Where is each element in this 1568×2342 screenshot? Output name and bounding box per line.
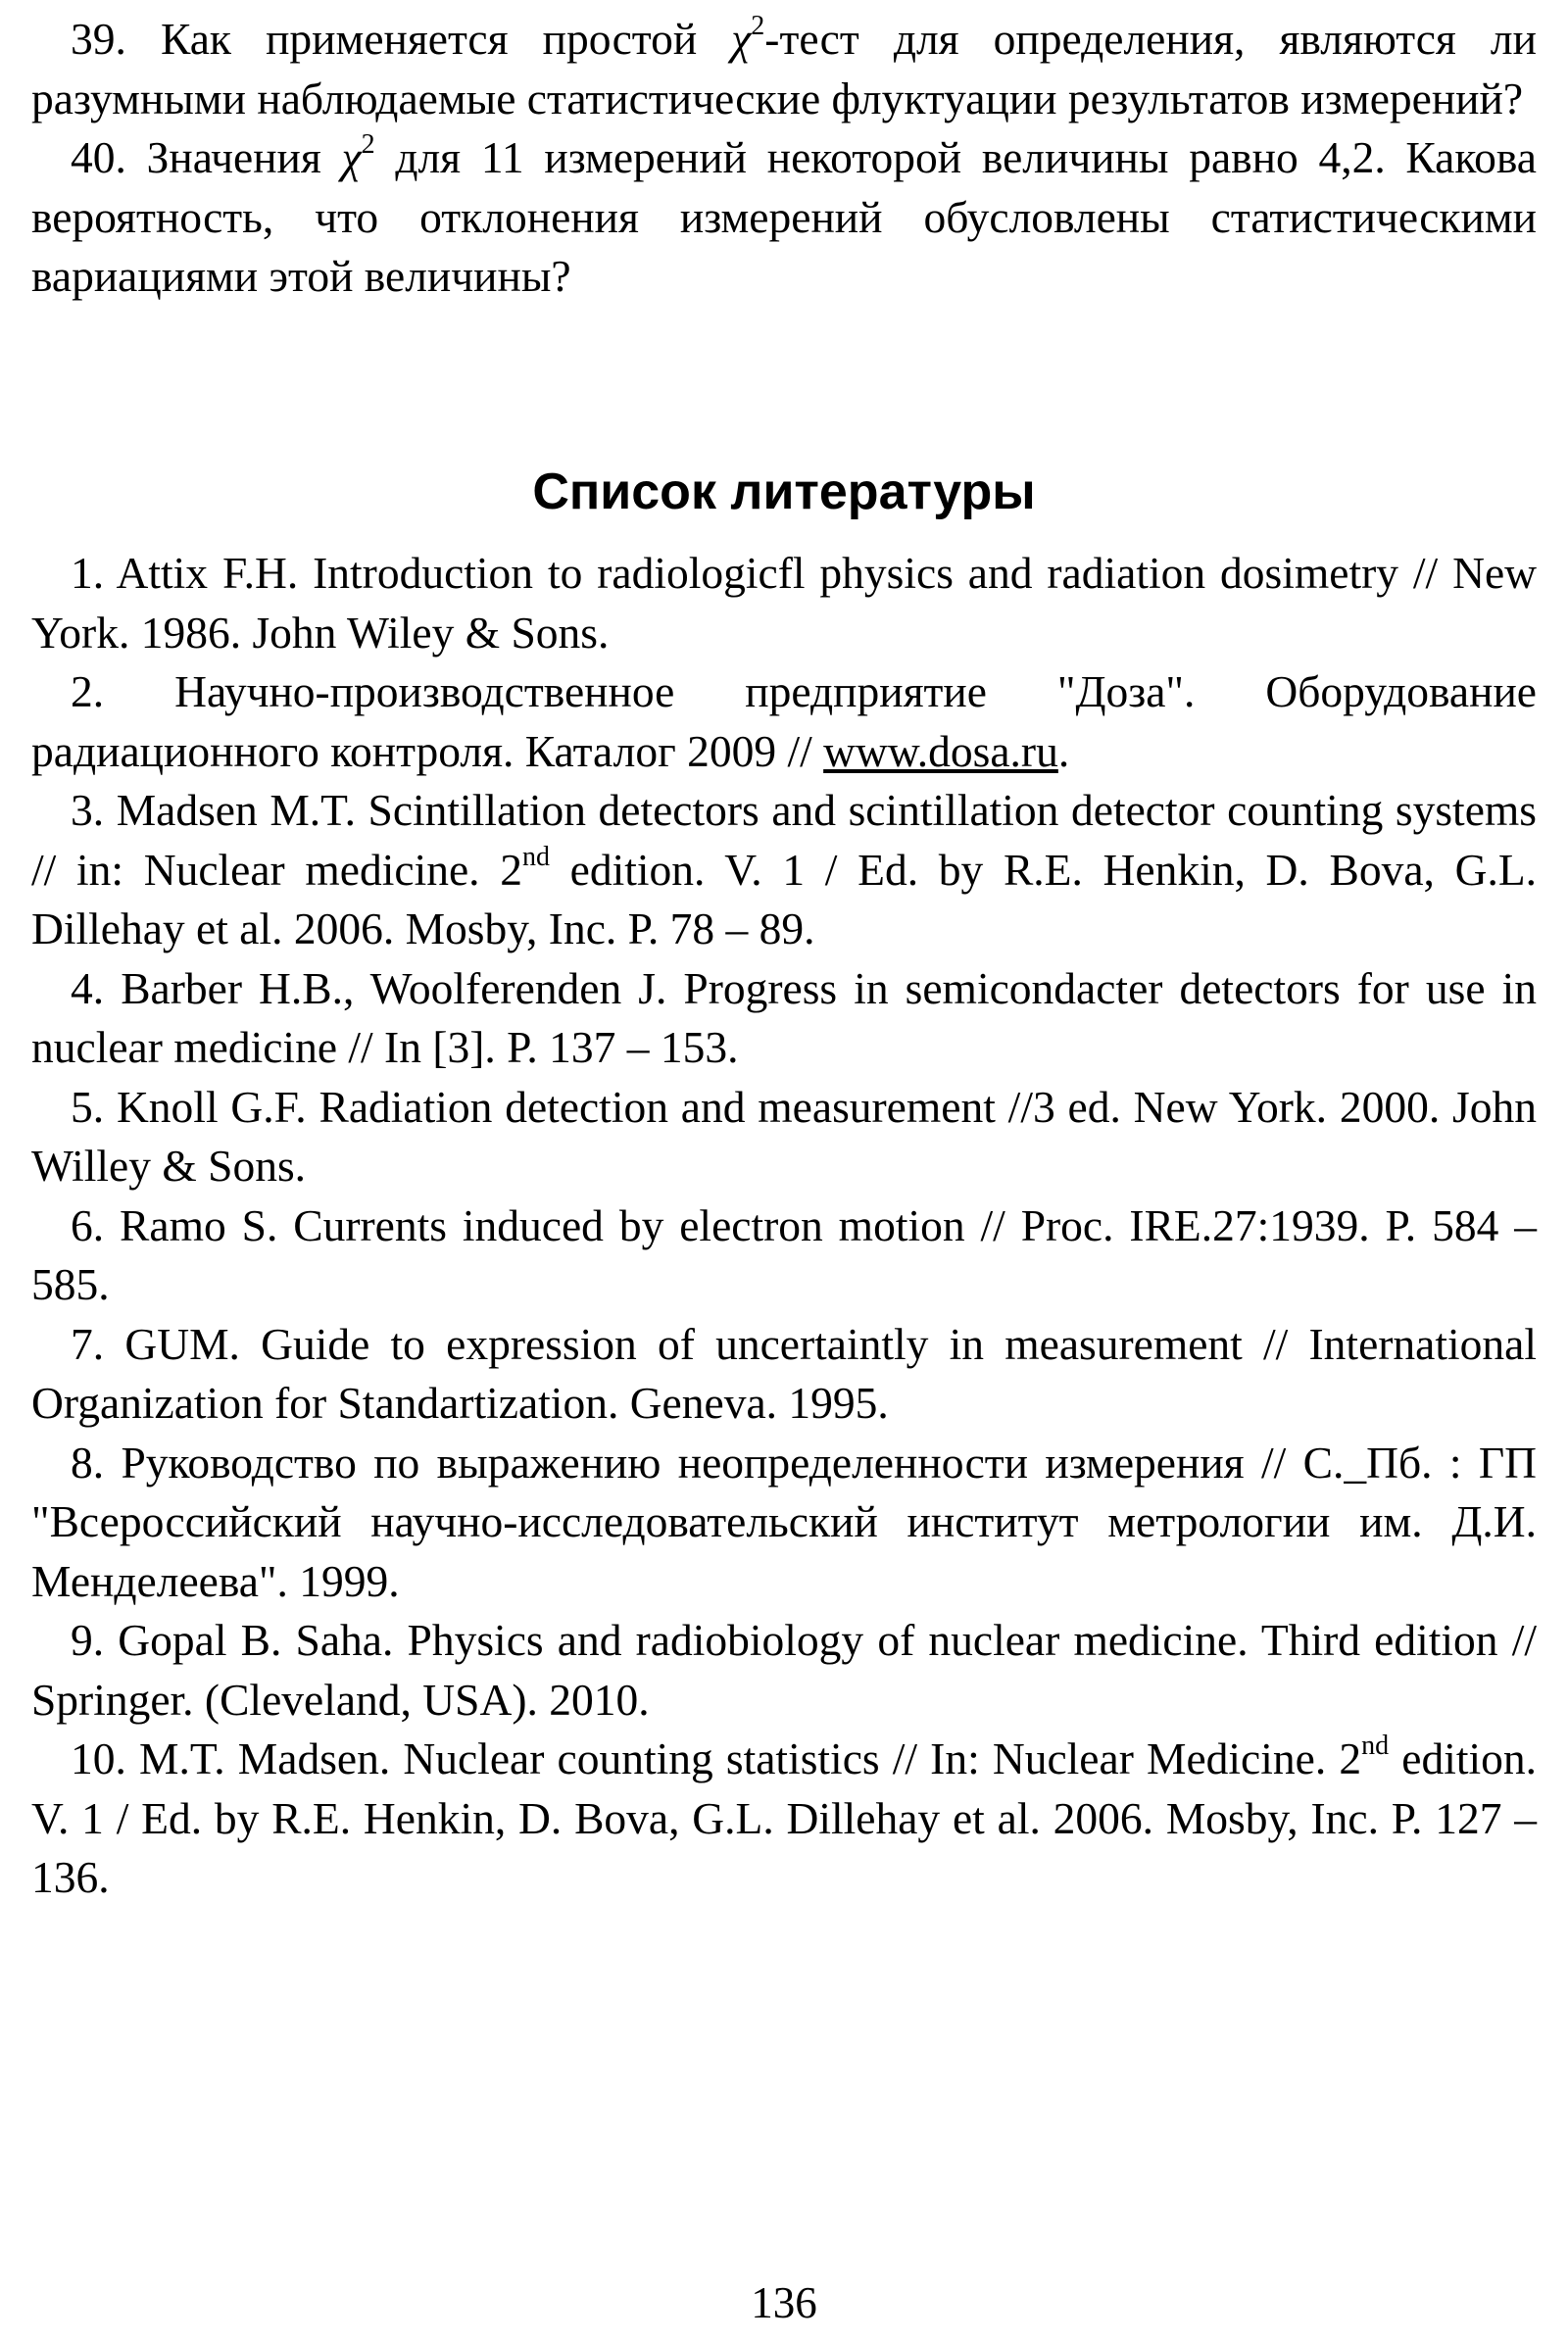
reference-item-10 [31,1730,1537,1908]
reference-item-8: 8. Руководство по выражению неопределенности измерения // С._Пб. : ГП "Всероссийский научно-исследовательский институт метрологии им. Д.И. Менделеева". 1999. [31,1437,1537,1606]
reference-2-text: 2. Научно-производственное предприятие "Доза". Оборудование радиационного контроля. Каталог 2009 // [31,666,1537,776]
reference-3-text-start: 3. Madsen M.T. Scintillation detectors and scintillation detector counting systems // in: Nuclear medicine. 2 [31,785,1537,895]
reference-item-9: 9. Gopal B. Saha. Physics and radiobiology of nuclear medicine. Third edition // Springer. (Cleveland, USA). 2010. [31,1615,1537,1725]
reference-10-text-start: 10. M.T. Madsen. Nuclear counting statistics // In: Nuclear Medicine. 2 [71,1733,1362,1783]
chi-symbol: χ [341,132,362,182]
reference-2-end: . [1057,725,1070,776]
reference-2-link[interactable]: www.dosa.ru [823,725,1058,776]
question-40-text-start: 40. Значения [71,132,342,182]
question-39-text-end: -тест для определения, являются ли разумными наблюдаемые статистические флуктуации результатов измерений? [31,14,1537,123]
ordinal-superscript: nd [1361,1731,1390,1761]
reference-item-2 [31,662,1537,781]
chi-superscript: 2 [361,129,375,160]
reference-item-4: 4. Barber H.B., Woolferenden J. Progress in semicondacter detectors for use in nuclear medicine // In [3]. P. 137 – 153. [31,962,1537,1072]
reference-item-3 [31,781,1537,959]
section-heading: Список литературы [532,464,1036,521]
reference-item-5: 5. Knoll G.F. Radiation detection and measurement //3 ed. New York. 2000. John Willey & Sons. [31,1081,1537,1191]
review-questions [31,10,1537,307]
question-40-text-end: для 11 измерений некоторой величины равно 4,2. Какова вероятность, что отклонения измерений обусловлены статистическими вариациями этой величины? [31,132,1537,301]
chi-symbol: χ [731,14,752,64]
ordinal-superscript: nd [521,841,550,872]
page-number: 136 [751,2278,817,2327]
reference-item-7: 7. GUM. Guide to expression of uncertaintly in measurement // International Organization for Standartization. Geneva. 1995. [31,1318,1537,1428]
reference-3-text-end: edition. V. 1 / Ed. by R.E. Henkin, D. Bova, G.L. Dillehay et al. 2006. Mosby, Inc. P. 78 – 89. [31,844,1538,953]
question-39 [31,10,1537,128]
reference-list [31,544,1537,1908]
chi-superscript: 2 [751,11,765,41]
reference-item-6: 6. Ramo S. Currents induced by electron motion // Proc. IRE.27:1939. P. 584 – 585. [31,1199,1537,1309]
document-page [31,0,1537,2342]
question-40 [31,128,1537,307]
reference-item-1: 1. Attix F.H. Introduction to radiologicfl physics and radiation dosimetry // New York. 1986. John Wiley & Sons. [31,548,1537,658]
question-39-text-start: 39. Как применяется простой [71,14,732,64]
reference-10-text-end: edition. V. 1 / Ed. by R.E. Henkin, D. Bova, G.L. Dillehay et al. 2006. Mosby, Inc. P. 127 – 136. [31,1733,1538,1902]
